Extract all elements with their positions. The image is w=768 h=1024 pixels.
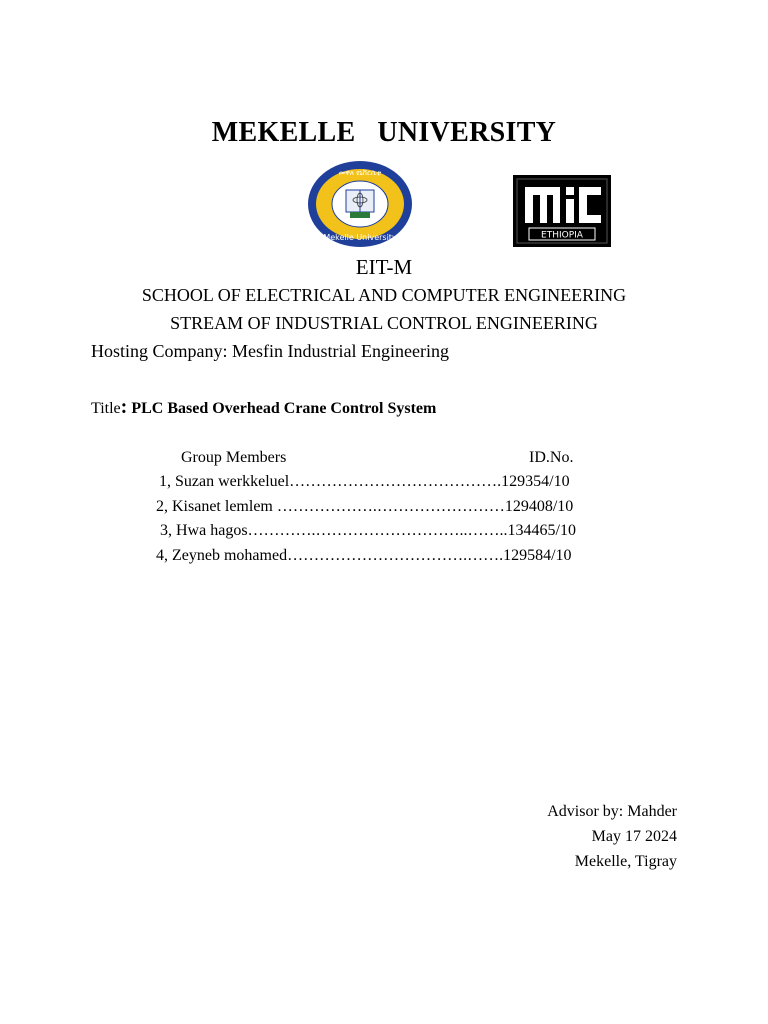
mekelle-university-seal [306,160,414,248]
project-title [91,396,436,419]
footer-info [547,799,677,874]
mit-caption: ETHIOPIA [541,230,583,241]
stream-name: STREAM OF INDUSTRIAL CONTROL ENGINEERING [170,313,598,333]
title-label: Title [91,400,121,417]
advisor: Advisor by: Mahder [547,803,677,820]
date: May 17 2024 [591,828,677,845]
id-number-header: ID.No. [529,449,574,466]
group-members-header: Group Members [181,449,287,466]
place: Mekelle, Tigray [574,853,677,870]
mit-ethiopia-logo [513,175,611,247]
seal-bottom-text: Mekelle University [323,233,397,242]
hosting-company: Hosting Company: Mesfin Industrial Engineering [91,341,449,361]
title-text: PLC Based Overhead Crane Control System [131,400,437,417]
title-colon: : [120,396,128,418]
seal-top-text: መቐለ ዩኒቨርሲቲ [338,169,382,177]
member-row: 1, Suzan werkkeluel………………………………….129354/10 [159,473,570,490]
institute-name: EIT-M [355,255,413,279]
university-name: MEKELLE UNIVERSITY [211,117,557,148]
member-row: 4, Zeyneb mohamed…………………………….…….129584/10 [156,547,572,564]
member-row: 3, Hwa hagos………….………………………..……..134465/10 [160,522,576,539]
school-name: SCHOOL OF ELECTRICAL AND COMPUTER ENGINEERING [141,285,627,305]
member-row: 2, Kisanet lemlem ……………….……………………129408/10 [156,498,574,515]
